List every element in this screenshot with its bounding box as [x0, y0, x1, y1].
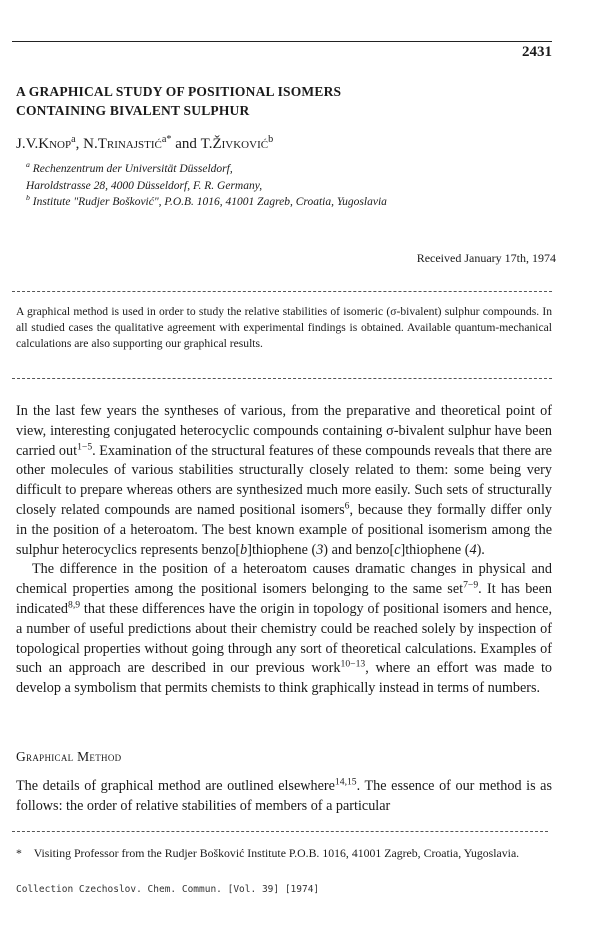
author-knop: J.V.Knop: [16, 136, 72, 152]
title-line-2: CONTAINING BIVALENT SULPHUR: [16, 103, 250, 118]
author-trinajstic: N.Trinajstić: [83, 136, 162, 152]
title-line-1: A GRAPHICAL STUDY OF POSITIONAL ISOMERS: [16, 84, 342, 99]
journal-citation: Collection Czechoslov. Chem. Commun. [Vol. 39] [1974]: [16, 884, 320, 895]
paragraph-3: The details of graphical method are outlined elsewhere$^{14,15}$. The essence of our method is as follows: the order of relative stabilities of members of a particular: [16, 776, 552, 814]
footnote-text: Visiting Professor from the Rudjer Bošković Institute P.O.B. 1016, 41001 Zagreb, Croatia, Yugoslavia.: [33, 846, 520, 860]
body-text: [16, 402, 552, 699]
paragraph-2: The difference in the position of a heteroatom causes dramatic changes in physical and chemical properties among the positional isomers belonging to the same set$^{7-9}$. It has been indicated$^{8,9}$ that these differences have the origin in topology of positional isomers and hence, a number of useful predictions about their chemistry could be reached solely by inspection of topological properties without going through any sort of theoretical calculations. Examples of such an approach are described in our previous work$^{10-13}$, where an effort was made to develop a symbolism that permits chemists to think graphically instead in terms of numbers.: [16, 561, 553, 697]
author-separator: and: [171, 136, 201, 152]
article-title: [16, 82, 546, 120]
affiliations: [26, 161, 546, 211]
affiliation-b: $^b$ Institute "Rudjer Bošković", P.O.B. 1016, 41001 Zagreb, Croatia, Yugoslavia: [26, 193, 387, 208]
footnote-rule: [12, 831, 548, 832]
affiliation-a-address: Haroldstrasse 28, 4000 Düsseldorf, F. R. Germany,: [26, 179, 263, 192]
footnote: [16, 845, 552, 862]
received-date: Received January 17th, 1974: [416, 251, 556, 265]
section-heading: Graphical Method: [16, 749, 122, 764]
author-list: [16, 136, 273, 153]
abstract-bottom-rule: [12, 378, 552, 379]
header-rule: [12, 41, 552, 42]
affiliation-a: $^a$ Rechenzentrum der Universität Düsseldorf,: [26, 160, 233, 175]
author-trinajstic-affil: a*: [161, 134, 172, 145]
abstract: A graphical method is used in order to study the relative stabilities of isomeric (σ-bivalent) sulphur compounds. In all studied cases the qualitative agreement with experimental findings is obtained. Available quantum-mechanical calculations are also supporting our graphical results.: [16, 305, 552, 350]
page-number: 2431: [522, 44, 552, 60]
author-zivkovic: T.Živković: [200, 136, 269, 152]
paragraph-1: In the last few years the syntheses of various, from the preparative and theoretical point of view, interesting conjugated heterocyclic compounds containing σ-bivalent sulphur have been carried out$^{1-5}$. Examination of the structural features of these compounds reveals that there are other molecules of various stabilities structurally closely related to them: some being very difficult to prepare whereas others are synthesized much more easily. Such sets of structurally closely related compounds are named positional isomers$^6$, because they formally differ only in the position of a heteroatom. The best known example of positional isomerism among the sulphur heterocyclics represents benzo[b]thiophene (3) and benzo[c]thiophene (4).: [16, 403, 552, 558]
footnote-mark: *: [16, 846, 22, 860]
author-knop-affil: a: [71, 134, 76, 145]
body-text-section: [16, 777, 552, 817]
abstract-top-rule: [12, 291, 552, 292]
author-separator: ,: [75, 136, 84, 152]
author-zivkovic-affil: b: [268, 134, 274, 145]
